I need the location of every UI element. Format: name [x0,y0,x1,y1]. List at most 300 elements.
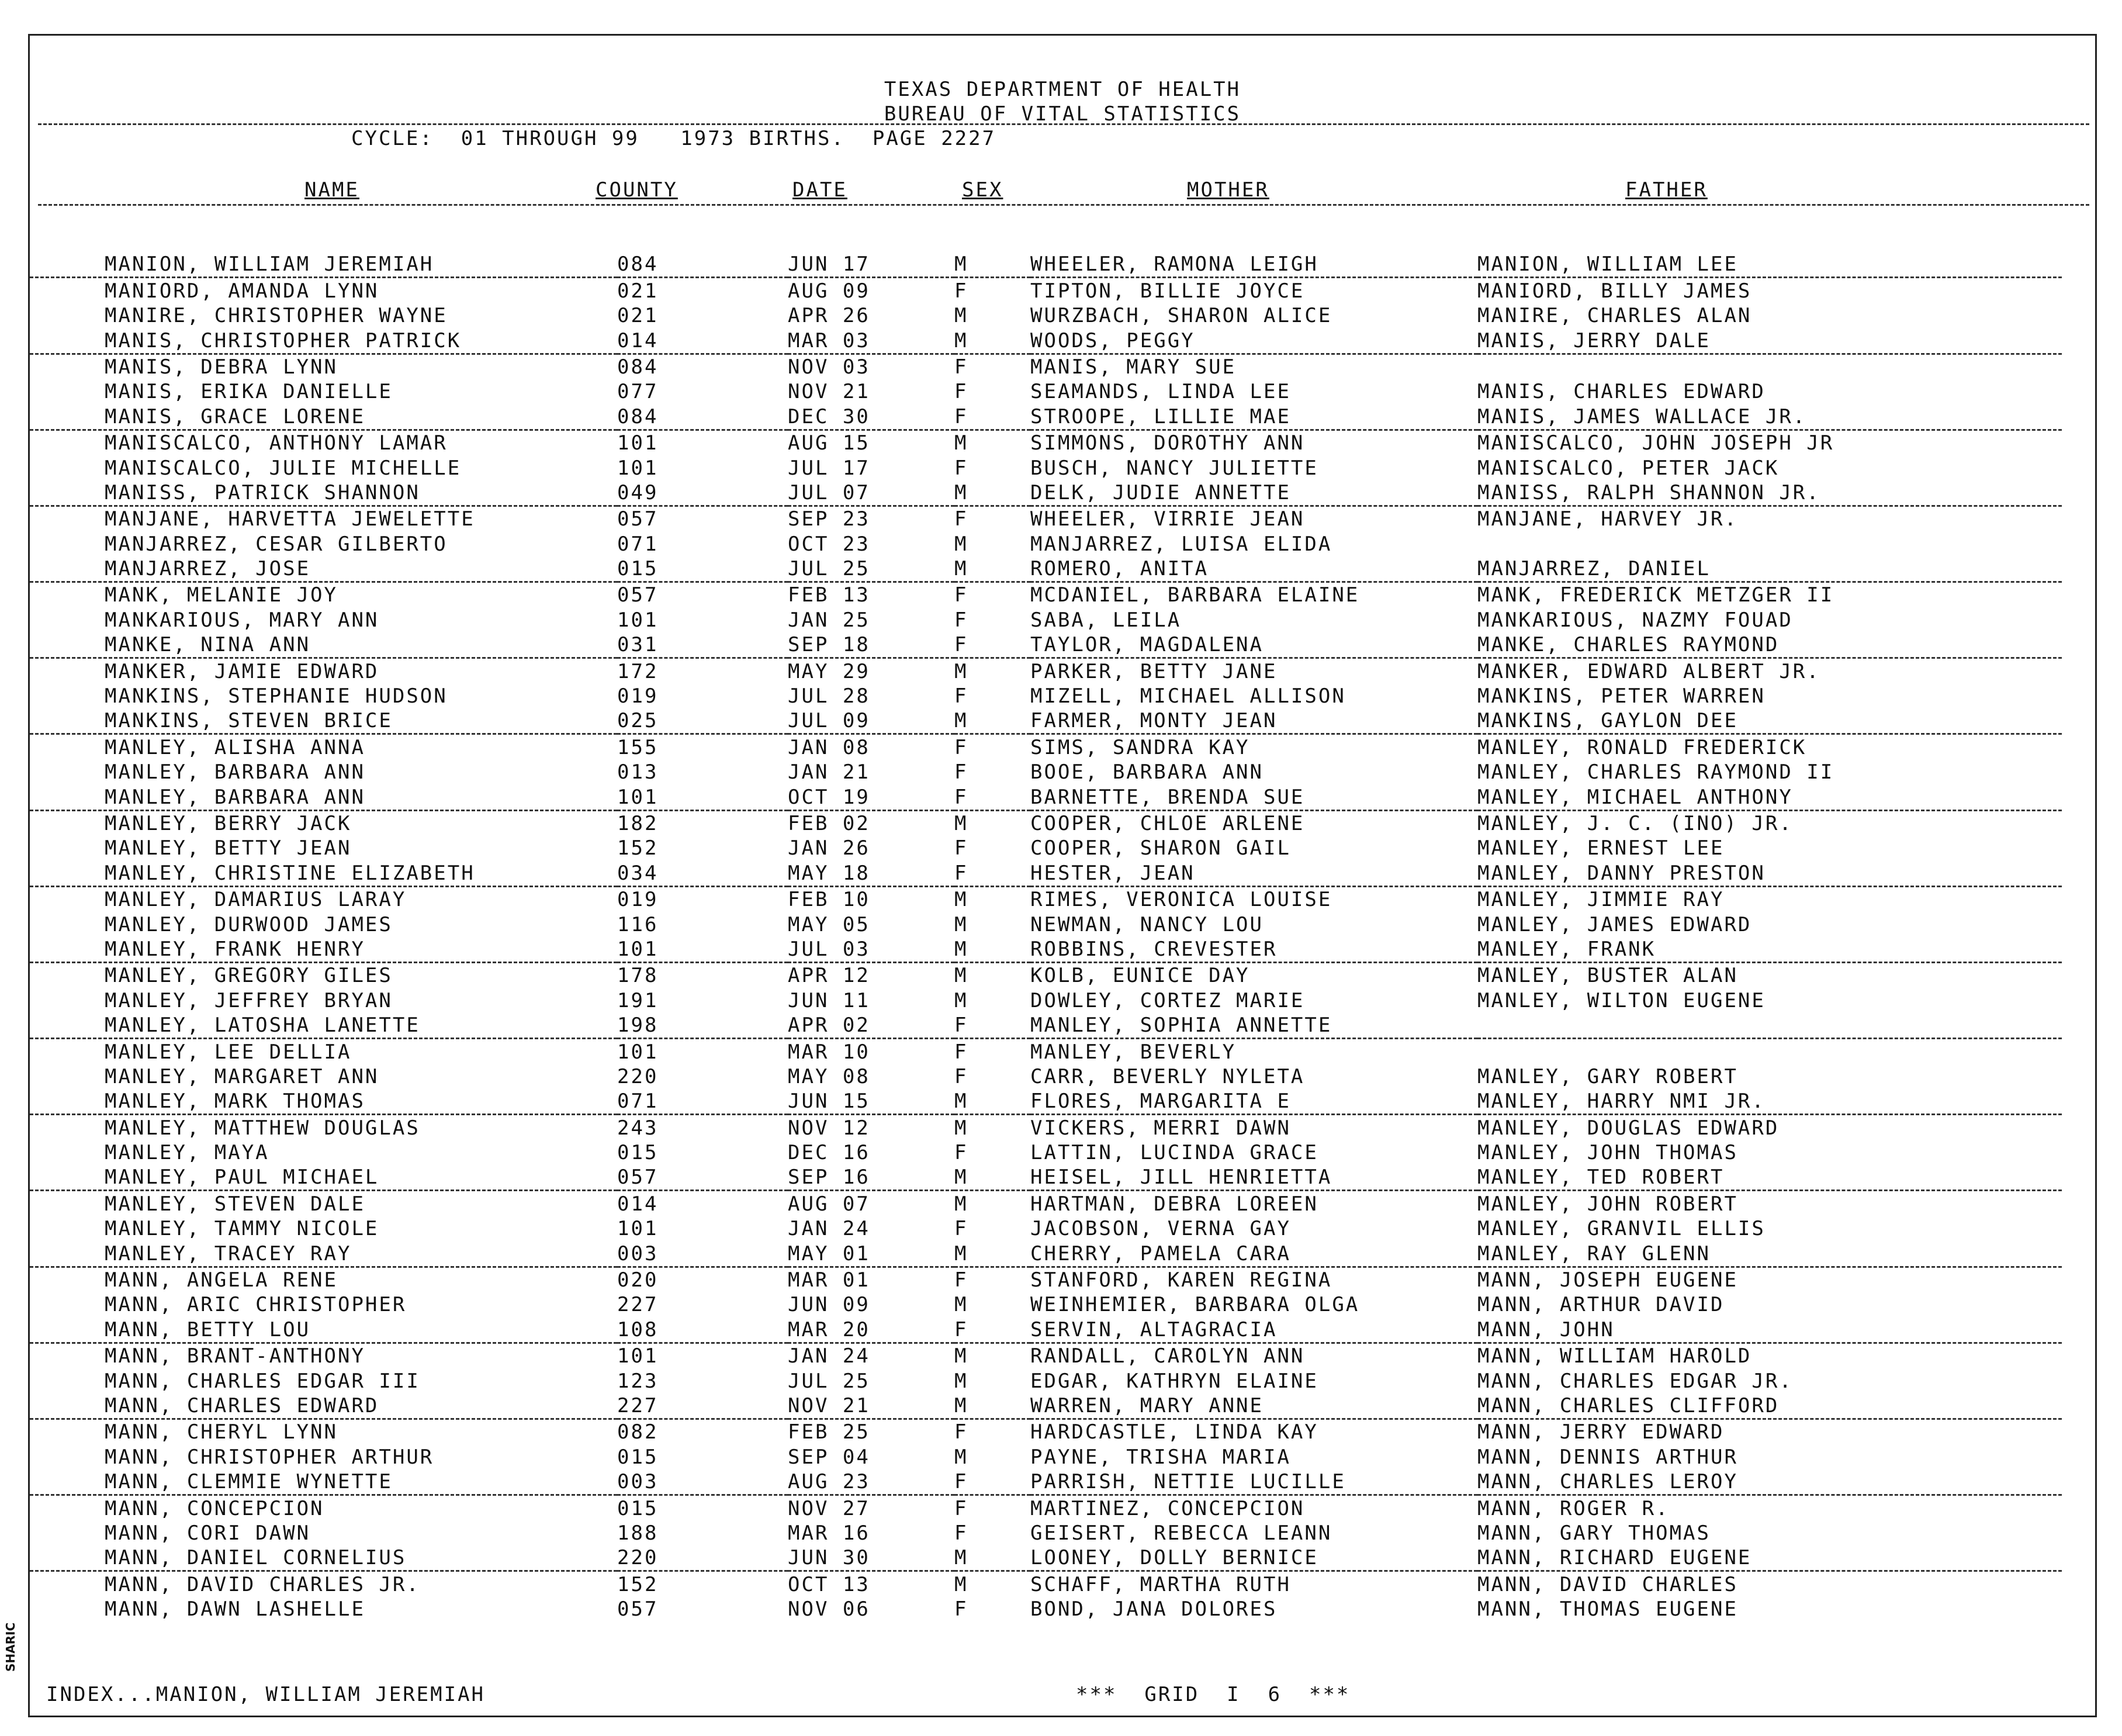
cell-father: MANKE, CHARLES RAYMOND [1477,632,2062,658]
cell-mother: WHEELER, RAMONA LEIGH [1030,252,1477,278]
cell-sex: F [954,1496,968,1520]
cell-sex: M [954,937,1030,963]
cell-county: 031 [617,632,788,658]
cell-county: 015 [617,1141,659,1165]
cell-father: MANJARREZ, DANIEL [1477,556,2062,582]
cell-county: 057 [617,507,659,531]
cell-county: 021 [617,304,659,328]
cell-father: MANN, THOMAS EUGENE [1477,1597,1738,1621]
cell-county: 101 [617,431,659,455]
cell-name: MANLEY, TAMMY NICOLE [105,1217,379,1241]
cell-date: MAR 01 [788,1268,870,1292]
cell-father: MANN, RICHARD EUGENE [1477,1545,2062,1571]
cell-father: MANLEY, TED ROBERT [1477,1165,2062,1191]
cell-father: MANLEY, JIMMIE RAY [1477,888,1725,912]
cell-father: MANLEY, GRANVIL ELLIS [1477,1217,1766,1241]
cell-name: MANLEY, LATOSHA LANETTE [30,1013,617,1039]
cell-date: AUG 15 [788,431,870,455]
cell-mother: LOONEY, DOLLY BERNICE [1030,1545,1477,1571]
cell-mother: FLORES, MARGARITA E [1030,1089,1477,1115]
cell-date: NOV 06 [788,1597,870,1621]
cell-name: MANLEY, BARBARA ANN [30,784,617,810]
cell-sex: M [954,964,968,988]
table-row [30,1571,2062,1597]
cell-mother: EDGAR, KATHRYN ELAINE [1030,1369,1318,1393]
cell-father: MANN, CHARLES LEROY [1477,1469,2062,1495]
cell-county: 220 [617,1545,788,1571]
cell-county: 013 [617,760,659,784]
cell-county: 015 [617,556,788,582]
table-row [30,912,2062,936]
cell-date: JUL 17 [788,456,870,480]
table-row [30,1267,2062,1292]
cell-sex: F [954,684,968,708]
cell-mother: BOND, JANA DOLORES [1030,1597,1278,1621]
cell-mother: RANDALL, CAROLYN ANN [1030,1344,1305,1368]
cell-sex: F [954,355,968,379]
cell-name: MANN, DAVID CHARLES JR. [105,1572,420,1596]
department-title: TEXAS DEPARTMENT OF HEALTH [884,78,1241,101]
cell-date: NOV 21 [788,1393,954,1419]
cell-father: MANLEY, HARRY NMI JR. [1477,1089,2062,1115]
cell-date: JAN 24 [788,1217,870,1241]
table-row [30,734,2062,760]
cell-mother: SEAMANDS, LINDA LEE [1030,380,1291,404]
cell-mother: TIPTON, BILLIE JOYCE [1030,279,1305,303]
cell-father: MANLEY, RONALD FREDERICK [1477,735,1807,759]
cell-county: 015 [617,1496,659,1520]
cell-county: 243 [617,1116,659,1140]
table-row [30,303,2062,328]
cell-name: MANLEY, DURWOOD JAMES [105,912,393,936]
cell-county: 101 [617,937,788,963]
table-row [30,1241,2062,1267]
cell-name: MANLEY, BERRY JACK [105,811,352,835]
cell-county: 077 [617,380,659,404]
cell-name: MANLEY, JEFFREY BRYAN [105,988,393,1012]
cell-sex: M [954,252,1030,278]
cell-name: MANJANE, HARVETTA JEWELETTE [105,507,475,531]
cell-father: MANLEY, CHARLES RAYMOND II [1477,760,1834,784]
cell-sex: M [954,988,968,1012]
cell-sex: F [954,1469,1030,1495]
cell-father: MANIS, JERRY DALE [1477,328,2062,354]
cell-mother: RIMES, VERONICA LOUISE [1030,888,1332,912]
table-row [30,1521,2062,1545]
cell-father: MANLEY, WILTON EUGENE [1477,988,1766,1012]
cell-sex: M [954,1445,968,1469]
table-row [30,379,2062,404]
cell-father: MANN, CHARLES CLIFFORD [1477,1393,2062,1419]
cell-mother: VICKERS, MERRI DAWN [1030,1116,1291,1140]
cell-name: MANION, WILLIAM JEREMIAH [30,252,617,278]
table-row [30,962,2062,988]
cell-mother: MANIS, MARY SUE [1030,355,1237,379]
cell-father: MANLEY, DANNY PRESTON [1477,860,2062,886]
cell-date: JAN 24 [788,1344,870,1368]
cell-name: MANLEY, CHRISTINE ELIZABETH [30,860,617,886]
cell-mother: STANFORD, KAREN REGINA [1030,1268,1332,1292]
cell-father: MANLEY, BUSTER ALAN [1477,964,1738,988]
cell-sex: M [954,480,1030,506]
cell-sex: M [954,708,1030,734]
cell-county: 084 [617,355,659,379]
column-header-rule [38,204,2089,206]
cell-mother: ROMERO, ANITA [1030,556,1477,582]
cell-date: JUL 25 [788,556,954,582]
side-label: SHARIC [4,1622,18,1672]
table-row [30,1444,2062,1469]
cell-date: NOV 21 [788,380,870,404]
cell-county: 227 [617,1293,659,1317]
table-row [30,1039,2062,1064]
cycle-line: CYCLE: 01 THROUGH 99 1973 BIRTHS. PAGE 2227 [351,127,996,150]
cell-date: JUL 28 [788,684,870,708]
cell-father: MANIORD, BILLY JAMES [1477,279,1752,303]
cell-mother: WHEELER, VIRRIE JEAN [1030,507,1305,531]
cell-date: JUL 09 [788,708,954,734]
cell-county: 101 [617,1040,659,1064]
cell-father: MANLEY, GARY ROBERT [1477,1064,1738,1088]
table-row [30,1115,2062,1140]
cell-father: MANN, ARTHUR DAVID [1477,1293,1725,1317]
cell-county: 003 [617,1241,788,1267]
cell-sex: F [954,1317,1030,1343]
cell-date: MAR 16 [788,1521,870,1545]
cell-county: 082 [617,1420,659,1444]
cell-date: FEB 13 [788,583,870,607]
cell-county: 220 [617,1064,659,1088]
cell-mother: SABA, LEILA [1030,608,1182,632]
table-row [30,430,2062,455]
cell-date: JAN 25 [788,608,870,632]
cell-father: MANN, CHARLES EDGAR JR. [1477,1369,1793,1393]
table-row [30,252,2062,278]
cell-name: MANJARREZ, JOSE [30,556,617,582]
cell-father: MANK, FREDERICK METZGER II [1477,583,1834,607]
cell-sex: F [954,1420,968,1444]
cell-date: APR 26 [788,304,870,328]
table-row [30,531,2062,556]
table-row [30,1317,2062,1343]
cell-name: MANN, CHRISTOPHER ARTHUR [105,1445,434,1469]
cell-mother: WURZBACH, SHARON ALICE [1030,304,1332,328]
cell-name: MANN, CLEMMIE WYNETTE [30,1469,617,1495]
cell-county: 014 [617,328,788,354]
cell-date: OCT 23 [788,532,870,556]
cell-date: MAY 29 [788,659,870,683]
cell-date: NOV 12 [788,1116,870,1140]
table-row [30,1545,2062,1571]
cell-mother: PARRISH, NETTIE LUCILLE [1030,1469,1477,1495]
cell-sex: F [954,279,968,303]
cell-name: MANN, CORI DAWN [105,1521,311,1545]
cell-sex: M [954,532,968,556]
cell-name: MANLEY, MARGARET ANN [105,1064,379,1088]
ledger-page [28,34,2097,1717]
cell-mother: NEWMAN, NANCY LOU [1030,912,1263,936]
cell-county: 021 [617,279,659,303]
cell-mother: COOPER, SHARON GAIL [1030,836,1291,860]
cell-county: 101 [617,1217,659,1241]
table-row [30,480,2062,506]
cell-date: NOV 03 [788,355,870,379]
table-row [30,836,2062,860]
cell-name: MANLEY, STEVEN DALE [105,1192,365,1216]
cell-father: MANN, DENNIS ARTHUR [1477,1445,1738,1469]
cell-name: MANKINS, STEVEN BRICE [30,708,617,734]
cell-father: MANIS, JAMES WALLACE JR. [1477,404,2062,430]
cell-date: FEB 02 [788,811,870,835]
table-row [30,1419,2062,1444]
cell-sex: F [954,380,968,404]
table-row [30,760,2062,784]
cell-sex: F [954,1521,968,1545]
cell-father: MANN, ROGER R. [1477,1496,1670,1520]
cell-name: MANN, DAWN LASHELLE [105,1597,365,1621]
cell-name: MANN, CHARLES EDWARD [30,1393,617,1419]
cell-father: MANN, JOSEPH EUGENE [1477,1268,1738,1292]
cell-date: SEP 04 [788,1445,870,1469]
cell-sex: F [954,1597,968,1621]
cell-sex: M [954,1545,1030,1571]
cell-sex: M [954,1393,1030,1419]
cell-father [1477,354,2062,379]
cell-mother: HESTER, JEAN [1030,860,1477,886]
cell-name: MANIORD, AMANDA LYNN [105,279,379,303]
table-row [30,1469,2062,1495]
cell-father: MANLEY, FRANK [1477,937,2062,963]
cell-mother: WOODS, PEGGY [1030,328,1477,354]
cell-name: MANISS, PATRICK SHANNON [30,480,617,506]
cell-father: MANN, JOHN [1477,1317,2062,1343]
cell-county: 123 [617,1369,659,1393]
table-row [30,810,2062,836]
cell-mother: BUSCH, NANCY JULIETTE [1030,456,1318,480]
cell-county: 057 [617,583,659,607]
cell-mother: MANLEY, SOPHIA ANNETTE [1030,1013,1477,1039]
cell-date: OCT 19 [788,784,954,810]
cell-county: 198 [617,1013,788,1039]
cell-father: MANN, WILLIAM HAROLD [1477,1344,1752,1368]
cell-date: JUN 30 [788,1545,954,1571]
table-row [30,1343,2062,1368]
table-row [30,684,2062,708]
cell-sex: M [954,1165,1030,1191]
cell-mother: SIMS, SANDRA KAY [1030,735,1250,759]
cell-mother: MCDANIEL, BARBARA ELAINE [1030,583,1360,607]
cell-date: APR 02 [788,1013,954,1039]
table-row [30,278,2062,303]
cell-name: MANLEY, GREGORY GILES [105,964,393,988]
cell-county: 057 [617,1165,788,1191]
cell-sex: M [954,1344,968,1368]
bureau-title: BUREAU OF VITAL STATISTICS [884,102,1241,126]
table-row [30,937,2062,963]
cell-sex: M [954,431,968,455]
grid-footer: *** GRID I 6 *** [1076,1683,1351,1706]
cell-name: MANIS, GRACE LORENE [30,404,617,430]
cell-sex: F [954,1268,968,1292]
cell-name: MANISCALCO, JULIE MICHELLE [105,456,462,480]
cell-father: MANLEY, J. C. (INO) JR. [1477,811,1793,835]
cell-county: 084 [617,404,788,430]
cell-father: MANLEY, RAY GLENN [1477,1241,2062,1267]
cell-name: MANLEY, LEE DELLIA [105,1040,352,1064]
table-row [30,1013,2062,1039]
cell-county: 172 [617,659,659,683]
cell-name: MANLEY, MATTHEW DOUGLAS [105,1116,420,1140]
cell-sex: M [954,1116,968,1140]
cell-name: MANIRE, CHRISTOPHER WAYNE [105,304,448,328]
cell-name: MANLEY, BETTY JEAN [105,836,352,860]
cell-name: MANKER, JAMIE EDWARD [105,659,379,683]
cell-date: NOV 27 [788,1496,870,1520]
cell-mother: PAYNE, TRISHA MARIA [1030,1445,1291,1469]
col-date-header: DATE [792,178,847,202]
cell-sex: M [954,1241,1030,1267]
cell-date: APR 12 [788,964,870,988]
cell-mother: SCHAFF, MARTHA RUTH [1030,1572,1291,1596]
cell-date: OCT 13 [788,1572,870,1596]
cell-sex: M [954,304,968,328]
cell-date: DEC 16 [788,1141,870,1165]
cell-mother: CHERRY, PAMELA CARA [1030,1241,1477,1267]
table-row [30,1089,2062,1115]
cell-date: AUG 07 [788,1192,870,1216]
table-row [30,1216,2062,1241]
cell-mother: DELK, JUDIE ANNETTE [1030,480,1477,506]
cell-father: MANKINS, PETER WARREN [1477,684,1766,708]
cell-father: MANION, WILLIAM LEE [1477,252,2062,278]
table-row [30,1393,2062,1419]
table-row [30,1140,2062,1165]
col-sex-header: SEX [962,178,1003,202]
cell-father: MANKER, EDWARD ALBERT JR. [1477,659,1820,683]
cell-father: MANIRE, CHARLES ALAN [1477,304,1752,328]
cell-county: 019 [617,684,659,708]
cell-mother: WARREN, MARY ANNE [1030,1393,1477,1419]
cell-date: SEP 18 [788,632,954,658]
cell-mother: TAYLOR, MAGDALENA [1030,632,1477,658]
cell-sex: F [954,760,968,784]
cell-date: AUG 09 [788,279,870,303]
cell-sex: F [954,632,1030,658]
cell-date: MAY 01 [788,1241,954,1267]
cell-sex: F [954,860,1030,886]
table-row [30,328,2062,354]
cell-mother: WEINHEMIER, BARBARA OLGA [1030,1293,1360,1317]
cell-county: 188 [617,1521,659,1545]
cell-sex: F [954,735,968,759]
cell-sex: M [954,888,968,912]
table-row [30,784,2062,810]
cell-date: JUN 11 [788,988,870,1012]
cell-sex: F [954,1040,968,1064]
cell-mother: HEISEL, JILL HENRIETTA [1030,1165,1477,1191]
cell-county: 116 [617,912,659,936]
cell-sex: M [954,659,968,683]
cell-county: 071 [617,532,659,556]
table-row [30,582,2062,608]
cell-name: MANN, ANGELA RENE [105,1268,338,1292]
cell-sex: M [954,811,968,835]
cell-name: MANISCALCO, ANTHONY LAMAR [105,431,448,455]
col-name-header: NAME [304,178,359,202]
cell-date: MAR 20 [788,1317,954,1343]
cell-date: JAN 21 [788,760,870,784]
col-father-header: FATHER [1625,178,1708,202]
table-row [30,1191,2062,1216]
cell-name: MANK, MELANIE JOY [105,583,338,607]
cell-mother: MARTINEZ, CONCEPCION [1030,1496,1305,1520]
cell-county: 101 [617,1344,659,1368]
cell-date: JAN 26 [788,836,870,860]
cell-sex: M [954,1572,968,1596]
table-row [30,404,2062,430]
cell-name: MANLEY, MAYA [105,1141,269,1165]
cell-date: MAR 03 [788,328,954,354]
cell-mother: CARR, BEVERLY NYLETA [1030,1064,1305,1088]
cell-sex: M [954,1369,968,1393]
cell-sex: M [954,912,968,936]
cell-date: MAY 05 [788,912,870,936]
cell-mother: MANLEY, BEVERLY [1030,1040,1237,1064]
cell-name: MANN, BETTY LOU [30,1317,617,1343]
cell-date: JUN 09 [788,1293,870,1317]
cell-mother: LATTIN, LUCINDA GRACE [1030,1141,1318,1165]
cell-name: MANLEY, PAUL MICHAEL [30,1165,617,1191]
index-footer: INDEX...MANION, WILLIAM JEREMIAH [46,1683,486,1706]
cell-name: MANLEY, BARBARA ANN [105,760,365,784]
table-row [30,1495,2062,1521]
table-row [30,455,2062,480]
cell-mother: STROOPE, LILLIE MAE [1030,404,1477,430]
cell-mother: JACOBSON, VERNA GAY [1030,1217,1291,1241]
table-row [30,988,2062,1012]
cell-date: SEP 16 [788,1165,954,1191]
cell-sex: F [954,1064,968,1088]
cell-county: 071 [617,1089,788,1115]
cell-name: MANN, CHERYL LYNN [105,1420,338,1444]
cell-date: JUL 07 [788,480,954,506]
cell-county: 101 [617,784,788,810]
cell-father: MANLEY, JAMES EDWARD [1477,912,1752,936]
cell-mother: ROBBINS, CREVESTER [1030,937,1477,963]
cell-date: FEB 10 [788,888,870,912]
cell-date: MAY 18 [788,860,954,886]
cell-sex: M [954,328,1030,354]
cell-date: JUL 03 [788,937,954,963]
cell-name: MANLEY, FRANK HENRY [30,937,617,963]
cell-father [1477,1039,2062,1064]
cell-date: JUN 17 [788,252,954,278]
cell-date: JUN 15 [788,1089,954,1115]
cell-name: MANN, BRANT-ANTHONY [105,1344,365,1368]
cell-county: 049 [617,480,788,506]
cell-name: MANIS, CHRISTOPHER PATRICK [30,328,617,354]
cell-county: 191 [617,988,659,1012]
table-row [30,886,2062,912]
cell-name: MANN, CONCEPCION [105,1496,324,1520]
cell-mother: PARKER, BETTY JANE [1030,659,1278,683]
cell-name: MANIS, DEBRA LYNN [105,355,338,379]
cell-county: 020 [617,1268,659,1292]
cell-county: 178 [617,964,659,988]
cell-mother: GEISERT, REBECCA LEANN [1030,1521,1332,1545]
cell-county: 057 [617,1597,659,1621]
cell-county: 014 [617,1192,659,1216]
